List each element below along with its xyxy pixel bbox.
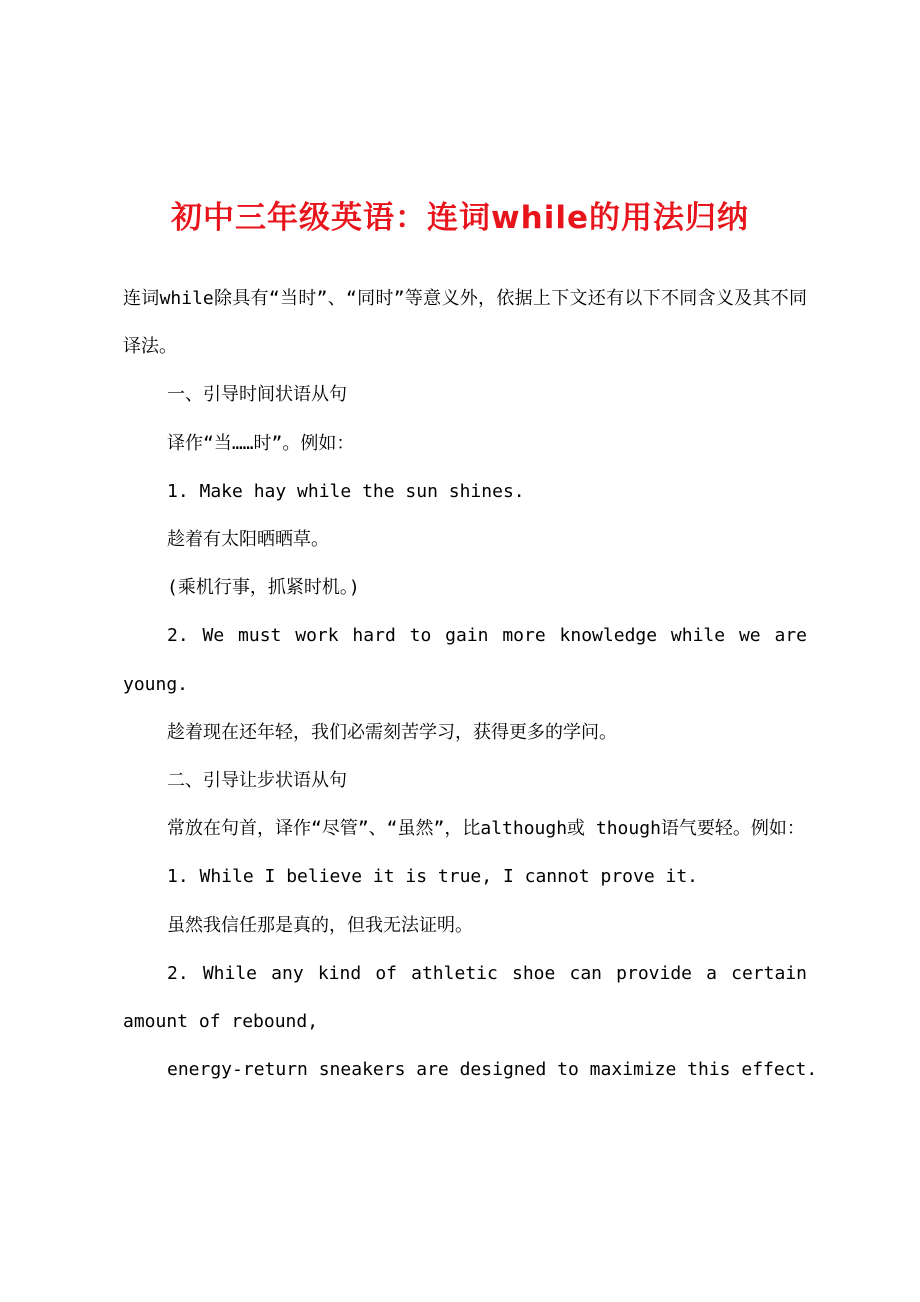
example-sentence: 2. We must work hard to gain more knowledge while we are young. (123, 625, 807, 695)
intro-paragraph: 连词while除具有“当时”、“同时”等意义外，依据上下文还有以下不同含义及其不同译法。 (123, 288, 807, 358)
section-heading-time-clause: 一、引导时间状语从句 (167, 384, 347, 406)
example-translation: 趁着现在还年轻，我们必需刻苦学习，获得更多的学问。 (167, 721, 617, 743)
usage-note: 常放在句首，译作“尽管”、“虽然”，比although或 though语气要轻。例如： (167, 818, 805, 840)
translation-note: 译作“当……时”。例如： (167, 432, 355, 454)
document-title: 初中三年级英语：连词while的用法归纳 (171, 200, 749, 236)
example-sentence: 1. Make hay while the sun shines. (167, 480, 525, 502)
example-sentence: 1. While I believe it is true, I cannot prove it. (167, 866, 699, 888)
example-note: (乘机行事，抓紧时机。) (167, 577, 360, 599)
example-translation: 虽然我信任那是真的，但我无法证明。 (167, 914, 473, 936)
example-sentence: 2. While any kind of athletic shoe can provide a certain amount of rebound, (123, 962, 807, 1033)
document-body (123, 275, 818, 1094)
example-translation: 趁着有太阳晒晒草。 (167, 529, 329, 551)
example-sentence-continuation: energy-return sneakers are designed to maximize this effect. (167, 1059, 818, 1081)
section-heading-concession-clause: 二、引导让步状语从句 (167, 770, 347, 792)
